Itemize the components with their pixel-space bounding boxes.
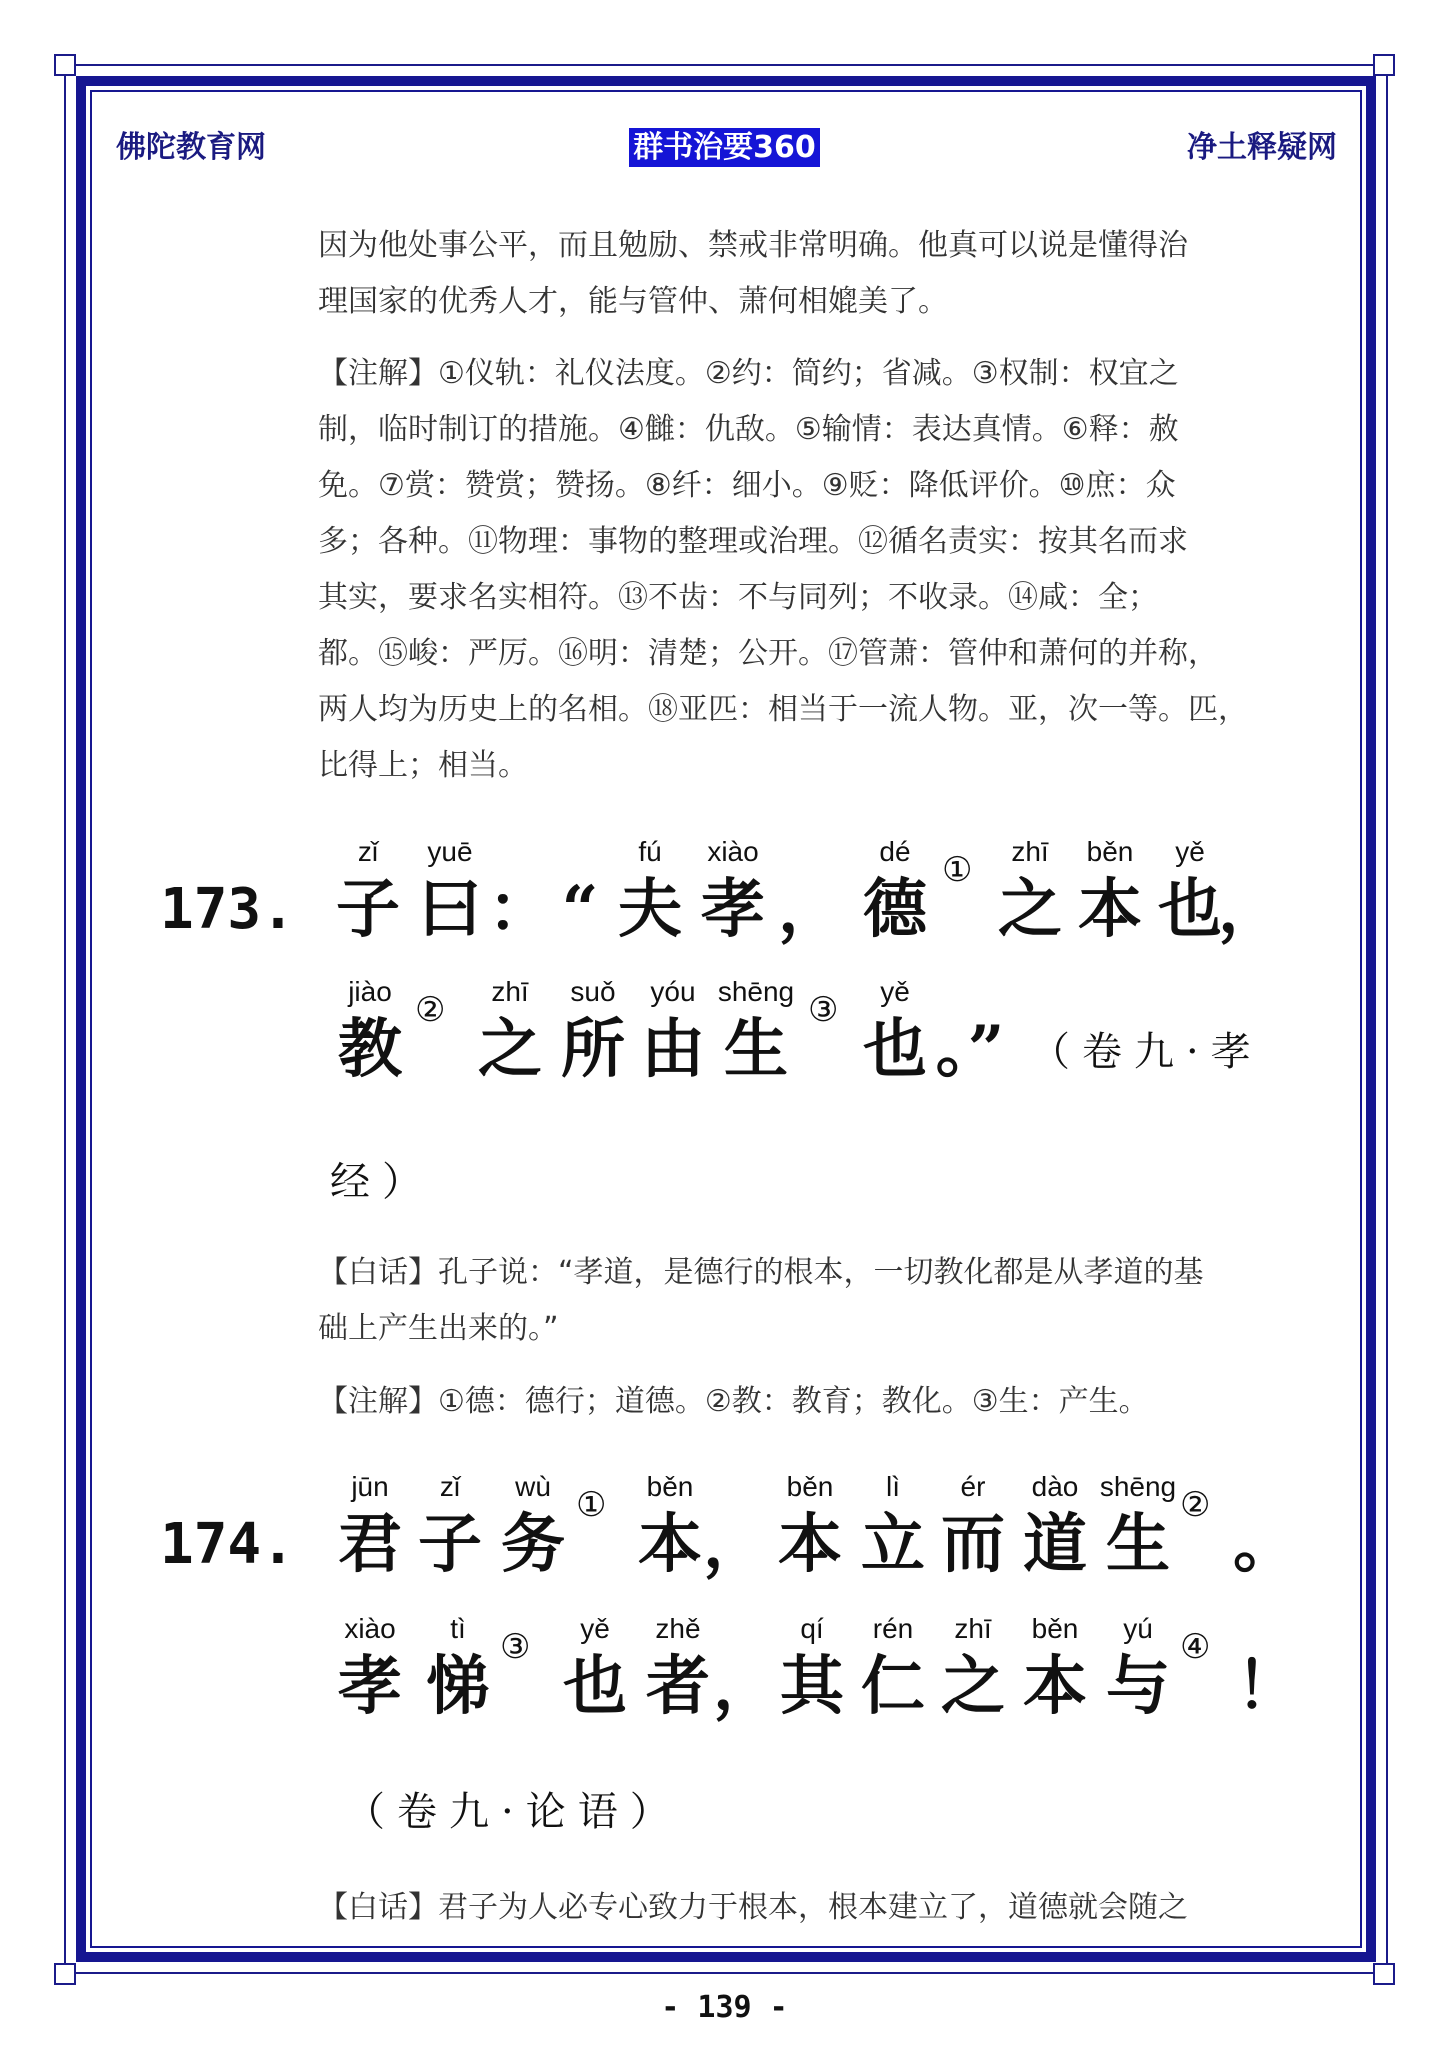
pinyin: suǒ (570, 976, 616, 1007)
header-title-highlight: 群书治要360 (629, 128, 820, 167)
pinyin: zǐ (439, 1471, 461, 1502)
text-line: 础上产生出来的。” (318, 1311, 559, 1346)
pinyin: yě (580, 1613, 610, 1644)
verse-174-source: （卷九·论语） (345, 1789, 682, 1835)
pinyin: yě (880, 976, 910, 1007)
frame-corner-br (1373, 1963, 1395, 1985)
hanzi: 孝 (701, 872, 765, 947)
footnote-mark: ② (1180, 1485, 1211, 1525)
verse-char (693, 834, 773, 950)
verse-source-part-2: 经） (330, 1159, 434, 1205)
translation-174 (318, 1880, 1298, 1936)
pinyin: xiào (707, 836, 759, 867)
pinyin (1228, 1611, 1308, 1647)
verse-char (330, 1611, 410, 1727)
verse-char (540, 834, 620, 950)
text-line: 免。⑦赏：赞赏；赞扬。⑧纤：细小。⑨贬：降低评价。⑩庶：众 (318, 468, 1176, 503)
verse-char (1098, 1611, 1178, 1727)
text-line: 【注解】①仪轨：礼仪法度。②约：简约；省减。③权制：权宜之 (318, 356, 1179, 391)
header-right-site: 净土释疑网 (1187, 130, 1337, 165)
pinyin (1225, 1469, 1305, 1505)
pinyin: zhī (954, 1613, 992, 1644)
hanzi: ， (778, 872, 842, 947)
hanzi: 也 (1158, 872, 1222, 947)
pinyin: tì (450, 1613, 466, 1644)
verse-char (930, 974, 1010, 1090)
pinyin: běn (646, 1471, 694, 1502)
text-line: 【注解】①德：德行；道德。②教：教育；教化。③生：产生。 (318, 1384, 1149, 1419)
text-line: 因为他处事公平，而且勉励、禁戒非常明确。他真可以说是懂得治 (318, 228, 1188, 263)
verse-char (1015, 1469, 1095, 1585)
pinyin: yuē (427, 836, 473, 867)
hanzi: 子 (336, 872, 400, 947)
pinyin: zhě (655, 1613, 701, 1644)
verse-char (933, 1611, 1013, 1727)
hanzi: 之 (941, 1649, 1005, 1724)
hanzi: 。” (935, 1012, 1005, 1087)
hanzi: 生 (1106, 1507, 1170, 1582)
verse-number: 174. (160, 1512, 295, 1577)
pinyin: yě (1175, 836, 1205, 867)
text-line: 制，临时制订的措施。④雠：仇敌。⑤输情：表达真情。⑥释：赦 (318, 412, 1179, 447)
text-line: 多；各种。⑪物理：事物的整理或治理。⑫循名责实：按其名而求 (318, 524, 1188, 559)
footnote-mark: ① (942, 850, 973, 890)
hanzi: 仁 (861, 1649, 925, 1724)
pinyin: běn (1031, 1613, 1079, 1644)
verse-char (770, 1469, 850, 1585)
footnote-mark: ① (576, 1485, 607, 1525)
hanzi: ： (488, 872, 552, 947)
verse-char (770, 834, 850, 950)
text-line: 其实，要求名实相符。⑬不齿：不与同列；不收录。⑭咸：全； (318, 580, 1158, 615)
pinyin: shēng (1099, 1471, 1177, 1502)
pinyin: xiào (344, 1613, 396, 1644)
hanzi: 夫 (618, 872, 682, 947)
pinyin: rén (872, 1613, 914, 1644)
annotation-173 (318, 1374, 1298, 1430)
verse-char (1228, 1611, 1308, 1727)
frame-corner-tr (1373, 54, 1395, 76)
pinyin: ér (960, 1471, 986, 1502)
hanzi: 本 (778, 1507, 842, 1582)
pinyin: yóu (650, 976, 696, 1007)
translation-173 (318, 1245, 1298, 1357)
verse-source-part-1: （卷九·孝 (1030, 1029, 1263, 1075)
verse-char (633, 974, 713, 1090)
verse-char (772, 1611, 852, 1727)
pinyin (770, 834, 850, 870)
verse-173-line-2 (160, 960, 1310, 1090)
verse-char (716, 974, 796, 1090)
verse-char (553, 974, 633, 1090)
verse-char (493, 1469, 573, 1585)
pinyin: zhī (491, 976, 529, 1007)
text-line: 两人均为历史上的名相。⑱亚匹：相当于一流人物。亚，次一等。匹， (318, 692, 1248, 727)
hanzi: 立 (861, 1507, 925, 1582)
footnote-mark: ② (415, 990, 446, 1030)
hanzi: 之 (998, 872, 1062, 947)
verse-char (695, 1469, 775, 1585)
hanzi: 其 (780, 1649, 844, 1724)
hanzi: ， (1218, 872, 1282, 947)
verse-char (933, 1469, 1013, 1585)
verse-char (410, 834, 490, 950)
verse-char (1210, 834, 1290, 950)
hanzi: 教 (338, 1012, 402, 1087)
pinyin: lì (886, 1471, 900, 1502)
hanzi: 也 (563, 1649, 627, 1724)
pinyin: qí (800, 1613, 824, 1644)
pinyin: zǐ (357, 836, 379, 867)
verse-char (855, 834, 935, 950)
hanzi: 所 (561, 1012, 625, 1087)
hanzi: 务 (501, 1507, 565, 1582)
verse-char (1225, 1469, 1305, 1585)
pinyin: dào (1031, 1471, 1079, 1502)
hanzi: ， (713, 1649, 777, 1724)
verse-char (418, 1611, 498, 1727)
pinyin: běn (786, 1471, 834, 1502)
verse-173-line-1 (160, 820, 1310, 950)
hanzi: 。 (1233, 1507, 1297, 1582)
pinyin (1210, 834, 1290, 870)
text-line: 【白话】孔子说：“孝道，是德行的根本，一切教化都是从孝道的基 (318, 1255, 1204, 1290)
footnote-mark: ④ (1180, 1627, 1211, 1667)
hanzi: “ (561, 872, 599, 947)
pinyin: wù (515, 1471, 551, 1502)
hanzi: 生 (724, 1012, 788, 1087)
hanzi: 君 (338, 1507, 402, 1582)
hanzi: 道 (1023, 1507, 1087, 1582)
verse-char (855, 974, 935, 1090)
verse-char (328, 834, 408, 950)
annotation-1 (318, 346, 1298, 794)
hanzi: 本 (638, 1507, 702, 1582)
pinyin: shēng (717, 976, 795, 1007)
verse-char (853, 1469, 933, 1585)
text-line: 都。⑮峻：严厉。⑯明：清楚；公开。⑰管萧：管仲和萧何的并称， (318, 636, 1218, 671)
pinyin (695, 1469, 775, 1505)
hanzi: 与 (1106, 1649, 1170, 1724)
hanzi: ！ (1236, 1649, 1300, 1724)
hanzi: 曰 (418, 872, 482, 947)
verse-char (330, 1469, 410, 1585)
verse-174-line-1 (160, 1455, 1310, 1585)
verse-char (853, 1611, 933, 1727)
text-line: 比得上；相当。 (318, 748, 528, 783)
hanzi: ， (703, 1507, 767, 1582)
pinyin: yú (1123, 1613, 1153, 1644)
hanzi: 者 (646, 1649, 710, 1724)
hanzi: 子 (418, 1507, 482, 1582)
pinyin: dé (879, 836, 911, 867)
verse-174-line-2 (160, 1597, 1310, 1727)
pinyin: fú (638, 836, 662, 867)
verse-char (330, 974, 410, 1090)
paragraph-1 (318, 218, 1298, 330)
verse-char (1015, 1611, 1095, 1727)
page-number: - 139 - (661, 1990, 788, 2025)
pinyin (930, 974, 1010, 1010)
pinyin: jūn (351, 1471, 389, 1502)
hanzi: 德 (863, 872, 927, 947)
verse-char (1098, 1469, 1178, 1585)
hanzi: 由 (641, 1012, 705, 1087)
hanzi: 而 (941, 1507, 1005, 1582)
verse-char (470, 974, 550, 1090)
footnote-mark: ③ (500, 1627, 531, 1667)
text-line: 理国家的优秀人才，能与管仲、萧何相媲美了。 (318, 284, 948, 319)
hanzi: 之 (478, 1012, 542, 1087)
verse-char (1070, 834, 1150, 950)
hanzi: 也 (863, 1012, 927, 1087)
pinyin: jiào (348, 976, 392, 1007)
verse-char (410, 1469, 490, 1585)
hanzi: 本 (1078, 872, 1142, 947)
pinyin: běn (1086, 836, 1134, 867)
hanzi: 本 (1023, 1649, 1087, 1724)
verse-char (555, 1611, 635, 1727)
pinyin (540, 834, 620, 870)
pinyin: zhī (1011, 836, 1049, 867)
verse-number: 173. (160, 877, 295, 942)
header-left-site: 佛陀教育网 (116, 130, 266, 165)
frame-corner-bl (54, 1963, 76, 1985)
hanzi: 悌 (426, 1649, 490, 1724)
verse-char (610, 834, 690, 950)
text-line: 【白话】君子为人必专心致力于根本，根本建立了，道德就会随之 (318, 1890, 1188, 1925)
frame-corner-tl (54, 54, 76, 76)
verse-char (990, 834, 1070, 950)
hanzi: 孝 (338, 1649, 402, 1724)
footnote-mark: ③ (808, 990, 839, 1030)
